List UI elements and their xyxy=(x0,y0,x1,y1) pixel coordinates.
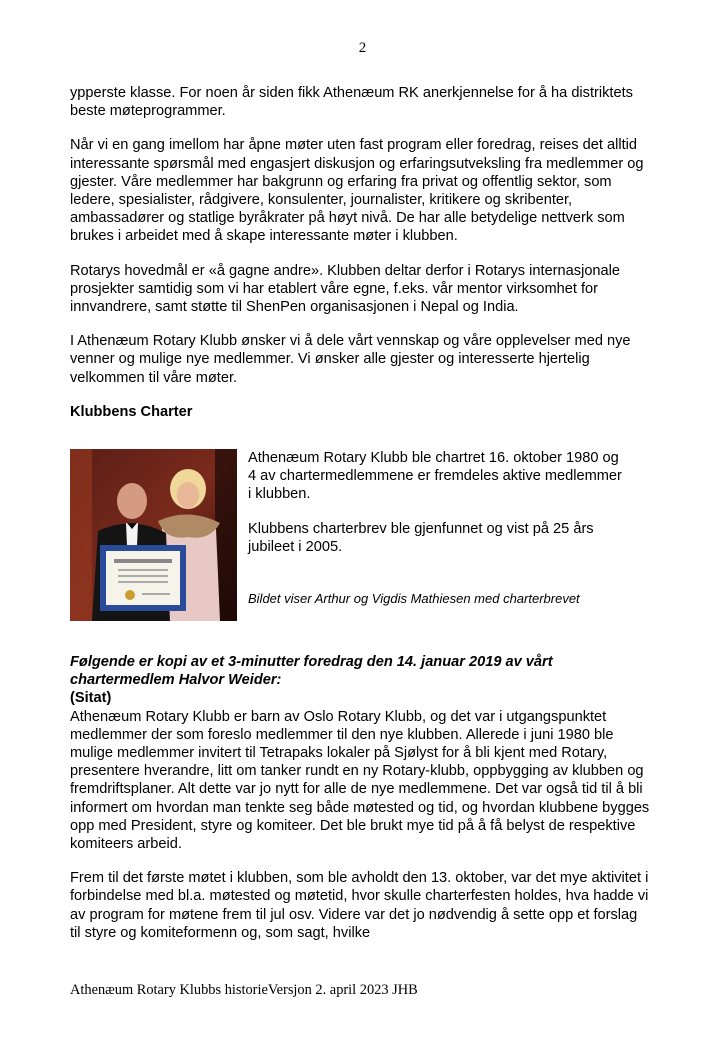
paragraph: Når vi en gang imellom har åpne møter uten fast program eller foredrag, reises det alltid interessante spørsmål med engasjert diskusjon og erfaringsutveksling fra medlemmer og gjester. Våre medlemmer har bakgrunn og erfaring fra privat og offentlig sektor, som ledere, spesialister, rådgivere, konsulenter, journalister, kritikere og skribenter, ambassadører og statlige byråkrater på høyt nivå. De har alle betydelige nettverk som brukes i arbeidet med å skape interessante møter i klubben. xyxy=(70,137,644,245)
quote-paragraph: Athenæum Rotary Klubb er barn av Oslo Rotary Klubb, og det var i utgangspunktet medlemmer der som foreslo medlemmer til den nye klubben. Allerede i juni 1980 ble mulige medlemmer invitert til Tetrapaks lokaler på Sjølyst for å bli kjent med Rotary, presentere hverandre, litt om tanker rundt en ny Rotary-klubb, oppbygging av klubben og fremdriftsplaner. Alt dette var jo nytt for alle de nye medlemmene. Det var også tid til å bli informert om hvordan man tenkte seg både møtested og tid, og hvordan klubbene bygges opp med President, styre og komiteer. Det ble brukt mye tid på å få belyst de respektive komiteers arbeid. xyxy=(70,708,650,853)
page-footer: Athenæum Rotary Klubbs historieVersjon 2. april 2023 JHB xyxy=(70,982,418,998)
quote-paragraph: Frem til det første møtet i klubben, som ble avholdt den 13. oktober, var det mye aktivitet i forbindelse med bl.a. møtested og møtetid, hvor skulle charterfesten holdes, hva hadde vi av program for møtene frem til jul osv. Videre var det jo nødvendig å sette opp et forslag til styre og komiteformenn og, som sagt, hvilke xyxy=(70,870,649,941)
photo-caption: Bildet viser Arthur og Vigdis Mathiesen med charterbrevet xyxy=(248,591,580,607)
paragraph: Rotarys hovedmål er «å gagne andre». Klubben deltar derfor i Rotarys internasjonale prosjekter samtidig som vi har etablert våre egne, f.eks. vår mentor virksomhet for innvandrere, samt støtte til ShenPen organisasjonen i Nepal og India. xyxy=(70,262,621,316)
charter-paragraph: Klubbens charterbrev ble gjenfunnet og vist på 25 års jubileet i 2005. xyxy=(248,520,594,555)
section-heading-charter: Klubbens Charter xyxy=(70,403,193,420)
charter-section xyxy=(70,449,650,629)
charter-text xyxy=(248,449,628,608)
paragraph: ypperste klasse. For noen år siden fikk Athenæum RK anerkjennelse for å ha distriktets beste møteprogrammer. xyxy=(70,85,633,120)
quote-label: (Sitat) xyxy=(70,690,112,707)
charter-paragraph: Athenæum Rotary Klubb ble chartret 16. oktober 1980 og 4 av chartermedlemmene er fremdeles aktive medlemmer i klubben. xyxy=(248,450,622,503)
photo-illustration xyxy=(70,449,237,621)
page-number: 2 xyxy=(358,40,367,56)
quote-title: Følgende er kopi av et 3-minutter foredrag den 14. januar 2019 av vårt chartermedlem Halvor Weider: xyxy=(70,654,553,689)
page-content xyxy=(70,84,650,942)
paragraph: I Athenæum Rotary Klubb ønsker vi å dele vårt vennskap og våre opplevelser med nye venner og mulige nye medlemmer. Vi ønsker alle gjester og interesserte hjertelig velkommen til våre møter. xyxy=(70,333,631,386)
charter-photo xyxy=(70,449,237,621)
